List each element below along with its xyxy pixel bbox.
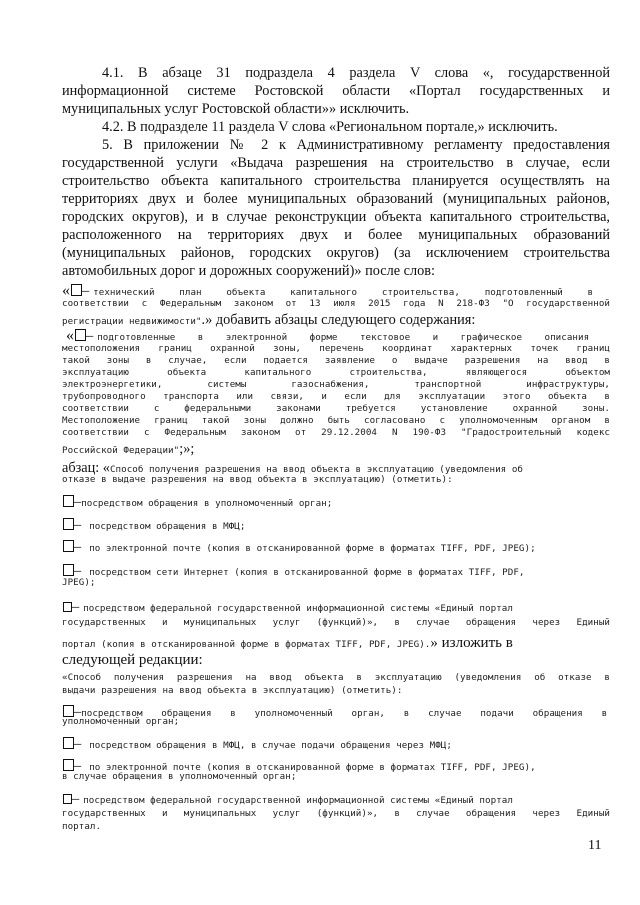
item-dash: – bbox=[74, 758, 82, 774]
quote2-line: трубопроводного транспорта или связи, и если для эксплуатации этого объекта в bbox=[62, 391, 610, 402]
quote1-text: технический план объекта капитального строительства, подготовленный в bbox=[93, 287, 594, 298]
p41-line3: муниципальных услуг Ростовской области»» исключить. bbox=[62, 101, 410, 117]
item-text: посредством федеральной государственной информационной системы «Единый портал bbox=[83, 603, 513, 614]
item-dash: – bbox=[74, 563, 82, 579]
p41-line1: 4.1. В абзаце 31 подраздела 4 раздела V слова «, государственной bbox=[102, 65, 610, 81]
item-dash: – bbox=[72, 599, 80, 615]
checkbox-icon bbox=[63, 495, 74, 507]
item-text: по электронной почте (копия в отсканированной форме в форматах TIFF, PDF, JPEG), bbox=[89, 762, 536, 773]
item-dash: – bbox=[72, 791, 80, 807]
old-item-2 bbox=[62, 516, 610, 534]
item-dash: – bbox=[74, 736, 82, 752]
item-text: посредством федеральной государственной информационной системы «Единый портал bbox=[83, 795, 513, 806]
quote2-last-mono: Российской Федерации" bbox=[62, 445, 180, 456]
checkbox-icon bbox=[63, 602, 72, 612]
checkbox-icon bbox=[63, 737, 74, 749]
p41-line2: информационной системе Ростовской области «Портал государственных и bbox=[62, 83, 610, 99]
p5-line3: строительство объекта капитального строительства планируется осуществлять на bbox=[62, 173, 610, 189]
checkbox-icon bbox=[63, 759, 74, 771]
new-item-3-line2: в случае обращения в уполномоченный орган; bbox=[62, 771, 297, 782]
item-dash: – bbox=[74, 517, 82, 533]
old-last-mono: портал (копия в отсканированной форме в форматах TIFF, PDF, JPEG). bbox=[62, 639, 431, 650]
checkbox-icon bbox=[63, 564, 74, 576]
checkbox-icon bbox=[75, 329, 86, 341]
new-item-4 bbox=[62, 790, 610, 808]
old-abzac-after: следующей редакции: bbox=[62, 652, 203, 668]
p42-line: 4.2. В подразделе 11 раздела V слова «Региональном портале,» исключить. bbox=[102, 119, 558, 135]
quote2-text: подготовленные в электронной форме текстовое и графическое описания bbox=[97, 332, 590, 343]
quote2-last-line bbox=[62, 440, 610, 458]
checkbox-icon bbox=[63, 518, 74, 530]
quote1-line2: соответствии с Федеральным законом от 13 июля 2015 года N 218-ФЗ "О государственной bbox=[62, 298, 610, 309]
old-item-5-line3 bbox=[62, 634, 610, 652]
old-abzac-label: абзац: « bbox=[62, 460, 110, 476]
p5-line8: автомобильных дорог и дорожных сооружений)» после слов: bbox=[62, 263, 435, 279]
quote1-open: « bbox=[62, 282, 70, 299]
new-item-4-line3: портал. bbox=[62, 821, 102, 832]
new-item-2 bbox=[62, 735, 610, 753]
old-item-1 bbox=[62, 493, 610, 511]
old-item-5 bbox=[62, 598, 610, 616]
p5-line4: территориях двух и более муниципальных образований (муниципальных районов, bbox=[62, 191, 610, 207]
p5-line1: 5. В приложении № 2 к Административному регламенту предоставления bbox=[102, 137, 610, 153]
item-text: посредством обращения в МФЦ, в случае подачи обращения через МФЦ; bbox=[89, 740, 452, 751]
item-dash: – bbox=[74, 704, 82, 720]
quote2-last-serif: ;»; bbox=[179, 441, 195, 457]
item-text: посредством сети Интернет (копия в отсканированной форме в форматах TIFF, PDF, bbox=[89, 567, 525, 578]
p5-line5: городских округов), и в случае реконструкции объекта капитального строительства, bbox=[62, 209, 610, 225]
quote2-line: эксплуатацию объекта капитального строительства, являющегося объектом bbox=[62, 367, 610, 378]
quote2-open: « bbox=[66, 327, 74, 344]
checkbox-icon bbox=[63, 794, 72, 804]
checkbox-icon bbox=[71, 284, 82, 296]
old-item-4-line2: JPEG); bbox=[62, 577, 96, 588]
item-text: по электронной почте (копия в отсканированной форме в форматах TIFF, PDF, JPEG); bbox=[89, 543, 536, 554]
page-number: 11 bbox=[588, 838, 602, 853]
old-abzac-text: Способ получения разрешения на ввод объекта в эксплуатацию (уведомления об bbox=[109, 464, 523, 475]
quote1-line3-serif: .» добавить абзацы следующего содержания: bbox=[201, 312, 476, 328]
quote2-line: соответствии с Федеральным законом от 29.12.2004 N 190-ФЗ "Градостроительный кодекс bbox=[62, 427, 610, 438]
new-abzac-line2: выдачи разрешения на ввод объекта в эксплуатацию) (отметить): bbox=[62, 685, 403, 696]
quote2-line: такой зоны в случае, если подается заявление о выдаче разрешения на ввод в bbox=[62, 355, 610, 366]
item-text: посредством обращения в уполномоченный орган, в случае подачи обращения в bbox=[81, 708, 608, 719]
item-text: посредством обращения в МФЦ; bbox=[89, 521, 246, 532]
p5-line7: (муниципальных районов, городских округов) (за исключением строительства bbox=[62, 245, 610, 261]
new-item-4-line2: государственных и муниципальных услуг (функций)», в случае обращения через Единый bbox=[62, 808, 610, 819]
old-abzac-line2: отказе в выдаче разрешения на ввод объекта в эксплуатацию) (отметить): bbox=[62, 474, 453, 485]
old-item-3 bbox=[62, 538, 610, 556]
item-dash: – bbox=[74, 539, 82, 555]
p5-line6: расположенного на территориях двух и более муниципальных образований bbox=[62, 227, 610, 243]
quote2-dash: – bbox=[86, 328, 94, 344]
checkbox-icon bbox=[63, 540, 74, 552]
old-item-5-line2: государственных и муниципальных услуг (функций)», в случае обращения через Единый bbox=[62, 617, 610, 628]
new-item-1-line2: уполномоченный орган; bbox=[62, 716, 180, 727]
new-abzac-line1: «Способ получения разрешения на ввод объекта в эксплуатацию (уведомления об отказе в bbox=[62, 672, 610, 683]
item-dash: – bbox=[74, 494, 82, 510]
quote1-line3-mono: регистрации недвижимости" bbox=[62, 316, 202, 327]
quote2-line: Местоположение границ такой зоны должно быть согласовано с уполномоченным органом в bbox=[62, 415, 610, 426]
quote2-line: местоположения границ охранной зоны, перечень координат характерных точек границ bbox=[62, 343, 610, 354]
item-text: посредством обращения в уполномоченный орган; bbox=[81, 498, 333, 509]
p5-line2: государственной услуги «Выдача разрешения на строительство в случае, если bbox=[62, 155, 610, 171]
old-last-serif: » изложить в bbox=[430, 635, 513, 651]
quote2-line: электроэнергетики, системы газоснабжения, транспортной инфраструктуры, bbox=[62, 379, 610, 390]
quote1-dash: – bbox=[82, 283, 90, 299]
quote2-line: соответствии с федеральными законами требуется установление охранной зоны. bbox=[62, 403, 610, 414]
